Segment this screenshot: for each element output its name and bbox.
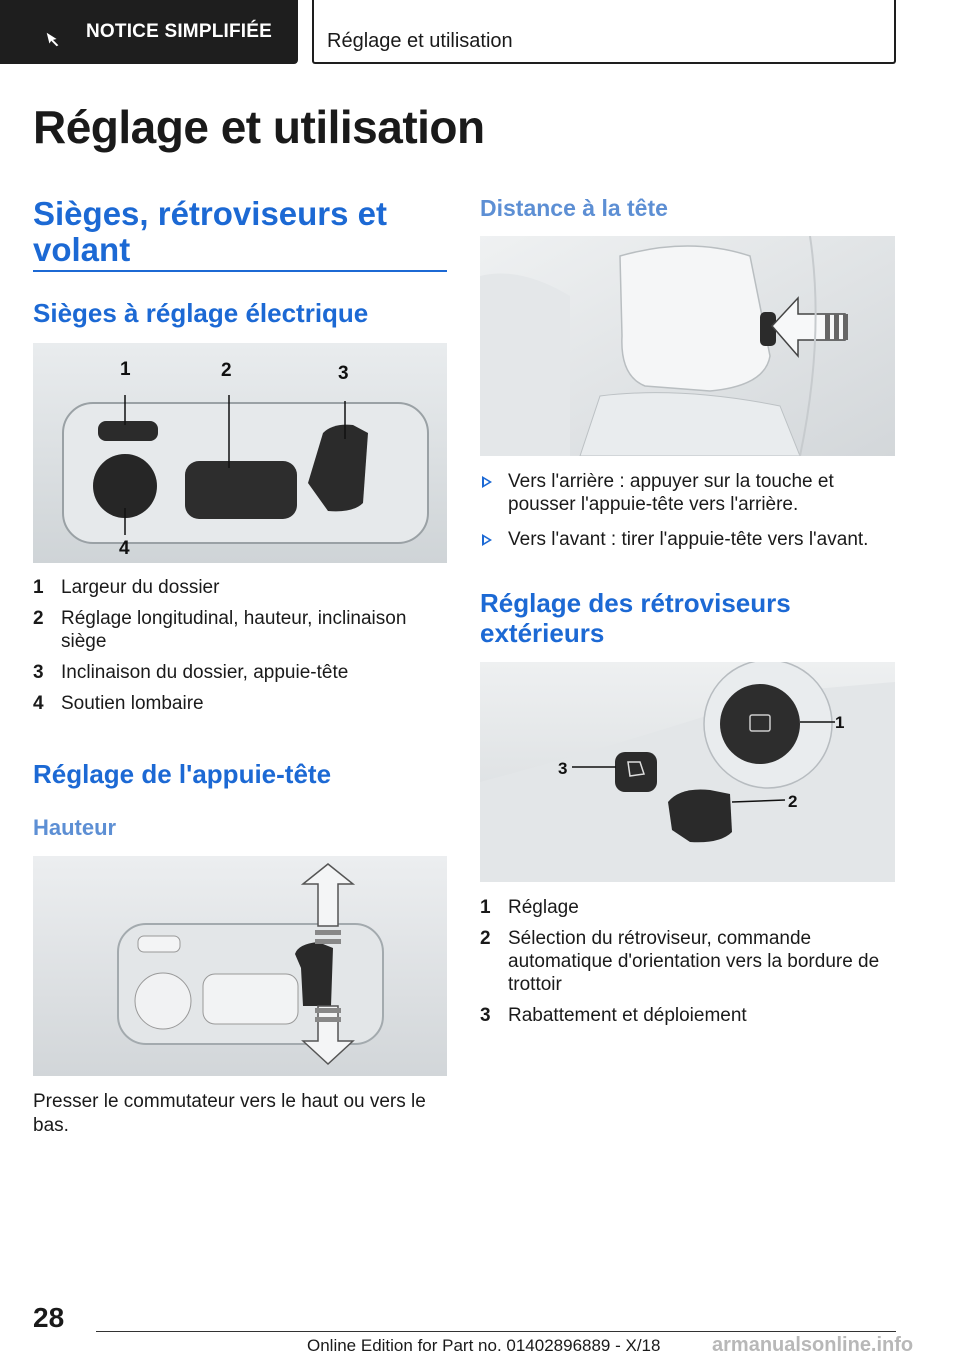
headrest-height-figure bbox=[33, 856, 447, 1076]
list-item: 3 Inclinaison du dossier, appuie-tête bbox=[33, 662, 349, 683]
quick-guide-label: NOTICE SIMPLIFIÉE bbox=[86, 21, 273, 42]
edition-note: Online Edition for Part no. 01402896889 - X/18 bbox=[307, 1336, 661, 1355]
section-title: Sièges, rétroviseurs et volant bbox=[33, 195, 388, 268]
seat-label-2: 2 bbox=[221, 360, 232, 381]
section-divider bbox=[33, 270, 447, 272]
quick-guide-icon bbox=[44, 30, 62, 48]
list-item: 1 Réglage bbox=[480, 897, 579, 918]
mirror-label-2: 2 bbox=[788, 792, 798, 811]
electric-seats-heading: Sièges à réglage électrique bbox=[33, 298, 369, 328]
watermark: armanualsonline.info bbox=[712, 1334, 914, 1356]
list-item: 2 Réglage longitudinal, hauteur, inclinaison siège bbox=[33, 608, 407, 652]
mirror-label-1: 1 bbox=[835, 713, 845, 732]
bullet-triangle-icon bbox=[482, 476, 492, 488]
list-item: 1 Largeur du dossier bbox=[33, 577, 220, 598]
seat-label-4: 4 bbox=[119, 538, 130, 559]
distance-heading: Distance à la tête bbox=[480, 195, 668, 221]
mirror-controls-list bbox=[480, 896, 895, 1035]
mirrors-heading: Réglage des rétroviseurs extérieurs bbox=[480, 588, 791, 648]
headrest-distance-figure bbox=[480, 236, 895, 456]
breadcrumb[interactable]: Réglage et utilisation bbox=[312, 0, 896, 64]
seat-controls-list bbox=[33, 576, 447, 723]
height-subheading: Hauteur bbox=[33, 815, 117, 840]
page-title: Réglage et utilisation bbox=[33, 101, 485, 153]
height-instruction: Presser le commutateur vers le haut ou vers le bas. bbox=[33, 1091, 426, 1136]
mirror-controls-figure bbox=[480, 662, 895, 882]
distance-list bbox=[480, 470, 895, 559]
list-item: 3 Rabattement et déploiement bbox=[480, 1005, 747, 1026]
list-item: Vers l'arrière : appuyer sur la touche et pousser l'appuie-tête vers l'arrière. bbox=[480, 470, 895, 516]
page-number: 28 bbox=[33, 1302, 65, 1333]
seat-label-1: 1 bbox=[120, 359, 131, 380]
list-item: Vers l'avant : tirer l'appuie-tête vers l'avant. bbox=[480, 528, 895, 551]
headrest-heading: Réglage de l'appuie-tête bbox=[33, 759, 332, 789]
quick-guide-tab[interactable] bbox=[0, 0, 298, 64]
bullet-triangle-icon bbox=[482, 534, 492, 546]
list-item: 4 Soutien lombaire bbox=[33, 693, 204, 714]
list-item: 2 Sélection du rétroviseur, commande automatique d'orientation vers la bordure de trottoir bbox=[480, 928, 880, 995]
footer-divider bbox=[96, 1331, 896, 1332]
mirror-label-3: 3 bbox=[558, 759, 568, 778]
seat-controls-figure bbox=[33, 343, 447, 563]
seat-label-3: 3 bbox=[338, 363, 349, 384]
